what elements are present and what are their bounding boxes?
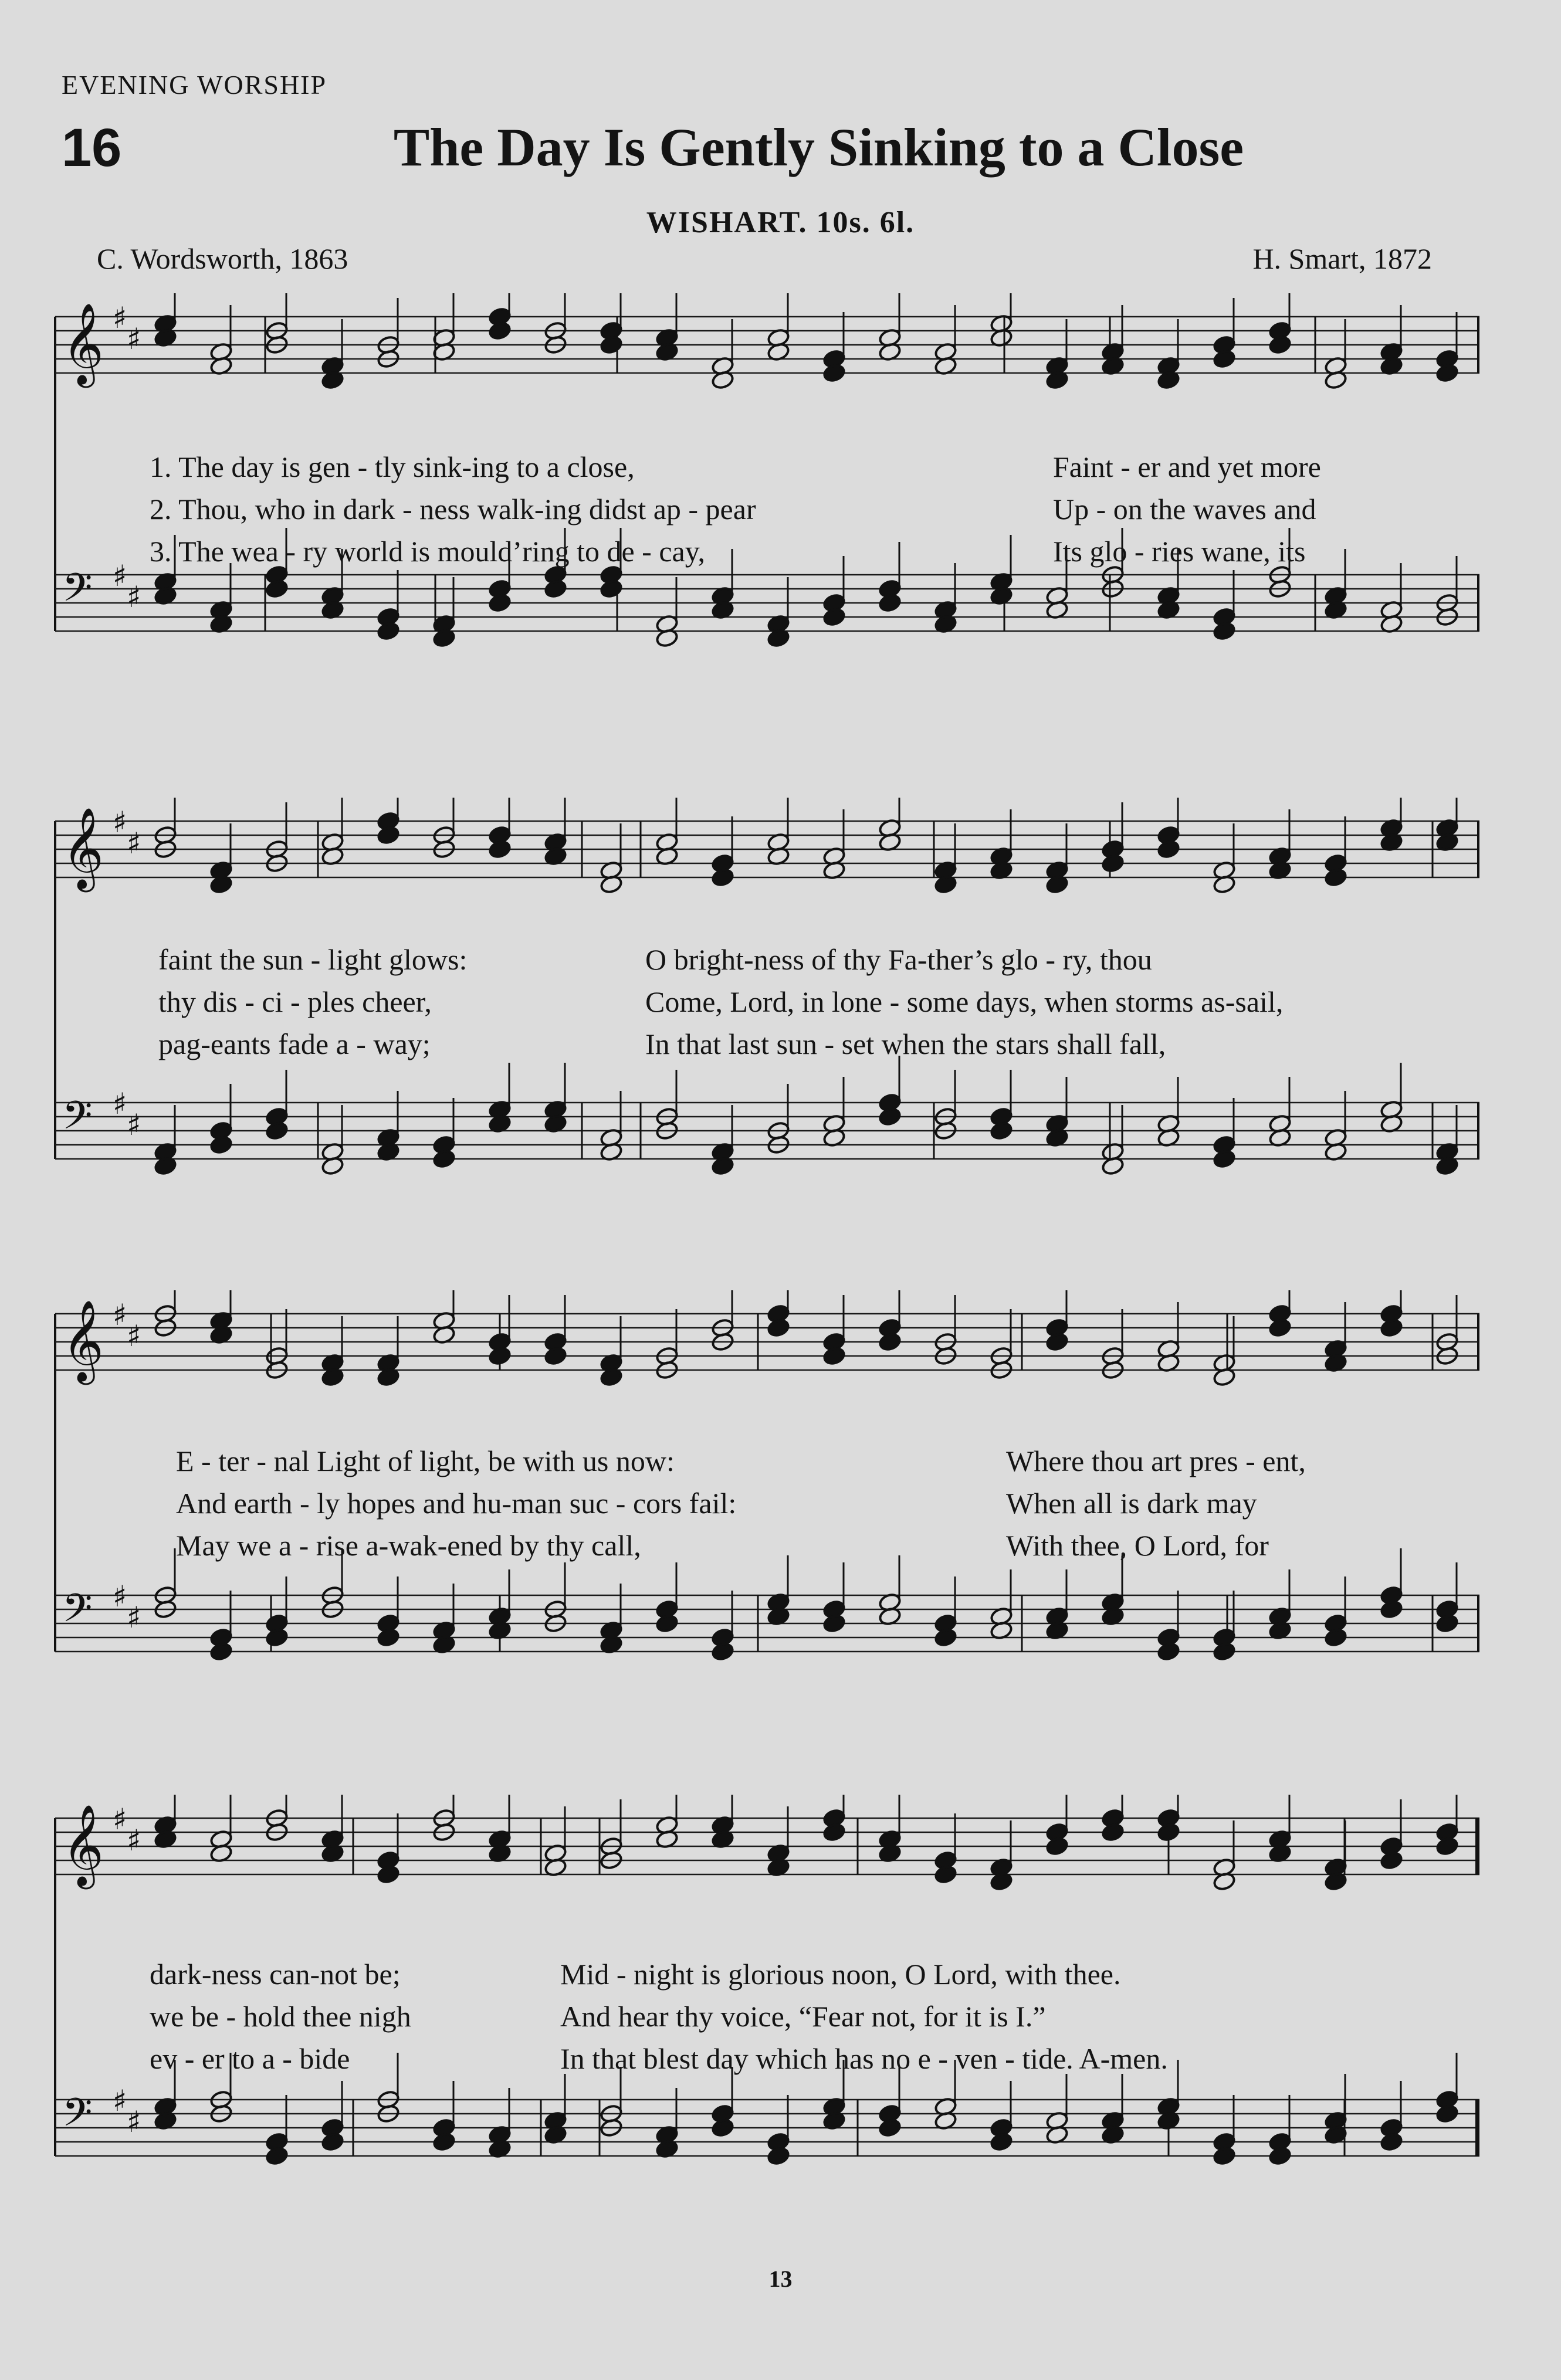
sharp-icon: ♯ — [127, 1319, 141, 1354]
tune-name: WISHART. 10s. 6l. — [646, 206, 915, 239]
sharp-icon: ♯ — [113, 301, 127, 335]
sharp-icon: ♯ — [127, 1108, 141, 1142]
sharp-icon: ♯ — [113, 559, 127, 594]
note-head — [1268, 2146, 1292, 2166]
note-head — [655, 1613, 679, 1633]
note-head — [1213, 349, 1236, 369]
note-head — [1213, 2146, 1236, 2166]
note-head — [432, 1149, 456, 1169]
lyric-line: dark-ness can-not be; — [150, 1958, 401, 1991]
note-head — [934, 1864, 957, 1884]
note-head — [822, 1822, 846, 1842]
note-head — [1324, 867, 1347, 887]
note-head — [767, 1318, 790, 1338]
note-head — [711, 2118, 734, 2138]
hymn-number: 16 — [62, 118, 122, 178]
bass-clef-icon: 𝄢 — [62, 1585, 93, 1640]
lyric-line: O bright-ness of thy Fa-ther’s glo - ry, thou — [645, 943, 1152, 976]
treble-clef-icon: 𝄞 — [62, 303, 104, 385]
sharp-icon: ♯ — [127, 322, 141, 357]
lyrics-system-4-part-b — [560, 1953, 1168, 2080]
sharp-icon: ♯ — [113, 2084, 127, 2118]
lyrics-system-2-part-a — [158, 938, 467, 1065]
composer-credit: H. Smart, 1872 — [1252, 242, 1432, 275]
lyrics-system-2-part-b — [645, 938, 1283, 1065]
lyrics-system-3-part-b — [1006, 1440, 1306, 1567]
note-head — [377, 1628, 400, 1647]
author-credit: C. Wordsworth, 1863 — [97, 242, 348, 275]
note-head — [1435, 1613, 1459, 1633]
note-head — [1213, 1149, 1236, 1169]
lyric-line: thy dis - ci - ples cheer, — [158, 985, 432, 1018]
sharp-icon: ♯ — [127, 580, 141, 615]
note-head — [711, 867, 734, 887]
lyrics-system-4-part-a — [150, 1953, 411, 2080]
section-heading: EVENING WORSHIP — [62, 70, 327, 100]
hymn-title: The Day Is Gently Sinking to a Close — [393, 117, 1244, 177]
lyric-line: faint the sun - light glows: — [158, 943, 468, 976]
lyric-line: Its glo - ries wane, its — [1053, 535, 1306, 568]
sharp-icon: ♯ — [113, 1802, 127, 1837]
note-head — [321, 2132, 344, 2152]
lyric-line: 2. Thou, who in dark - ness walk-ing didst ap - pear — [150, 493, 756, 526]
note-head — [265, 2146, 289, 2166]
lyric-line: Mid - night is glorious noon, O Lord, with thee. — [560, 1958, 1121, 1991]
note-head — [1324, 1628, 1347, 1647]
note-head — [711, 1642, 734, 1662]
lyric-line: And earth - ly hopes and hu-man suc - cors fail: — [176, 1487, 737, 1520]
note-head — [544, 579, 567, 599]
bass-clef-icon: 𝄢 — [62, 1093, 93, 1148]
note-head — [1268, 335, 1292, 355]
note-head — [1380, 1318, 1403, 1338]
note-head — [265, 1628, 289, 1647]
lyric-line: 3. The wea - ry world is mould’ring to de - cay, — [150, 535, 705, 568]
lyrics-system-1-part-b — [1053, 446, 1321, 572]
note-head — [822, 363, 846, 383]
note-head — [1435, 363, 1459, 383]
note-head — [488, 593, 512, 613]
sharp-icon: ♯ — [113, 805, 127, 840]
note-head — [1045, 1836, 1069, 1856]
lyric-line: Come, Lord, in lone - some days, when storms as-sail, — [645, 985, 1284, 1018]
note-head — [1101, 1822, 1125, 1842]
note-head — [878, 2118, 902, 2138]
lyrics-system-1-part-a — [150, 446, 756, 572]
note-head — [1380, 1850, 1403, 1870]
note-head — [990, 1121, 1013, 1141]
note-head — [377, 825, 400, 845]
note-head — [209, 1642, 233, 1662]
treble-clef-icon: 𝄞 — [62, 1804, 104, 1886]
note-head — [1435, 1836, 1459, 1856]
note-head — [1435, 2104, 1459, 2124]
note-head — [1157, 1642, 1180, 1662]
note-head — [209, 1135, 233, 1155]
note-head — [377, 1864, 400, 1884]
lyric-line: 1. The day is gen - tly sink-ing to a close, — [150, 450, 635, 483]
sharp-icon: ♯ — [113, 1298, 127, 1333]
note-head — [600, 579, 623, 599]
lyric-line: pag-eants fade a - way; — [158, 1028, 431, 1060]
note-head — [1268, 1318, 1292, 1338]
note-head — [822, 1613, 846, 1633]
lyric-line: When all is dark may — [1006, 1487, 1257, 1520]
sharp-icon: ♯ — [127, 826, 141, 861]
treble-clef-icon: 𝄞 — [62, 807, 104, 889]
lyric-line: ev - er to a - bide — [150, 2042, 350, 2075]
lyric-line: we be - hold thee nigh — [150, 2000, 411, 2033]
lyric-line: With thee, O Lord, for — [1006, 1529, 1269, 1562]
note-head — [432, 2132, 456, 2152]
note-head — [265, 579, 289, 599]
note-head — [1380, 2132, 1403, 2152]
note-head — [1157, 839, 1180, 859]
sharp-icon: ♯ — [127, 2105, 141, 2140]
lyric-line: Up - on the waves and — [1053, 493, 1316, 526]
note-head — [878, 1107, 902, 1127]
bass-clef-icon: 𝄢 — [62, 565, 93, 620]
lyric-line: Where thou art pres - ent, — [1006, 1445, 1306, 1477]
lyric-line: In that last sun - set when the stars shall fall, — [645, 1028, 1166, 1060]
note-head — [1157, 1822, 1180, 1842]
note-head — [488, 321, 512, 341]
sharp-icon: ♯ — [127, 1823, 141, 1858]
sharp-icon: ♯ — [127, 1601, 141, 1635]
sharp-icon: ♯ — [113, 1087, 127, 1121]
note-head — [822, 607, 846, 627]
note-head — [1045, 1332, 1069, 1352]
note-head — [1213, 621, 1236, 641]
page-number: 13 — [768, 2266, 793, 2292]
note-head — [1213, 1642, 1236, 1662]
lyric-line: E - ter - nal Light of light, be with us now: — [176, 1445, 675, 1477]
note-head — [488, 1346, 512, 1366]
note-head — [990, 2132, 1013, 2152]
note-head — [544, 1346, 567, 1366]
lyric-line: May we a - rise a-wak-ened by thy call, — [176, 1529, 641, 1562]
note-head — [878, 1332, 902, 1352]
lyric-line: Faint - er and yet more — [1053, 450, 1321, 483]
sharp-icon: ♯ — [113, 1579, 127, 1614]
note-head — [767, 2146, 790, 2166]
lyric-line: In that blest day which has no e - ven - tide. A-men. — [560, 2042, 1168, 2075]
note-head — [1380, 1599, 1403, 1619]
bass-clef-icon: 𝄢 — [62, 2090, 93, 2145]
note-head — [488, 839, 512, 859]
note-head — [265, 1121, 289, 1141]
note-head — [822, 1346, 846, 1366]
treble-clef-icon: 𝄞 — [62, 1300, 104, 1382]
lyrics-system-3-part-a — [176, 1440, 736, 1567]
note-head — [878, 593, 902, 613]
note-head — [934, 1628, 957, 1647]
note-head — [377, 621, 400, 641]
note-head — [1101, 853, 1125, 873]
lyric-line: And hear thy voice, “Fear not, for it is I.” — [560, 2000, 1046, 2033]
note-head — [600, 335, 623, 355]
